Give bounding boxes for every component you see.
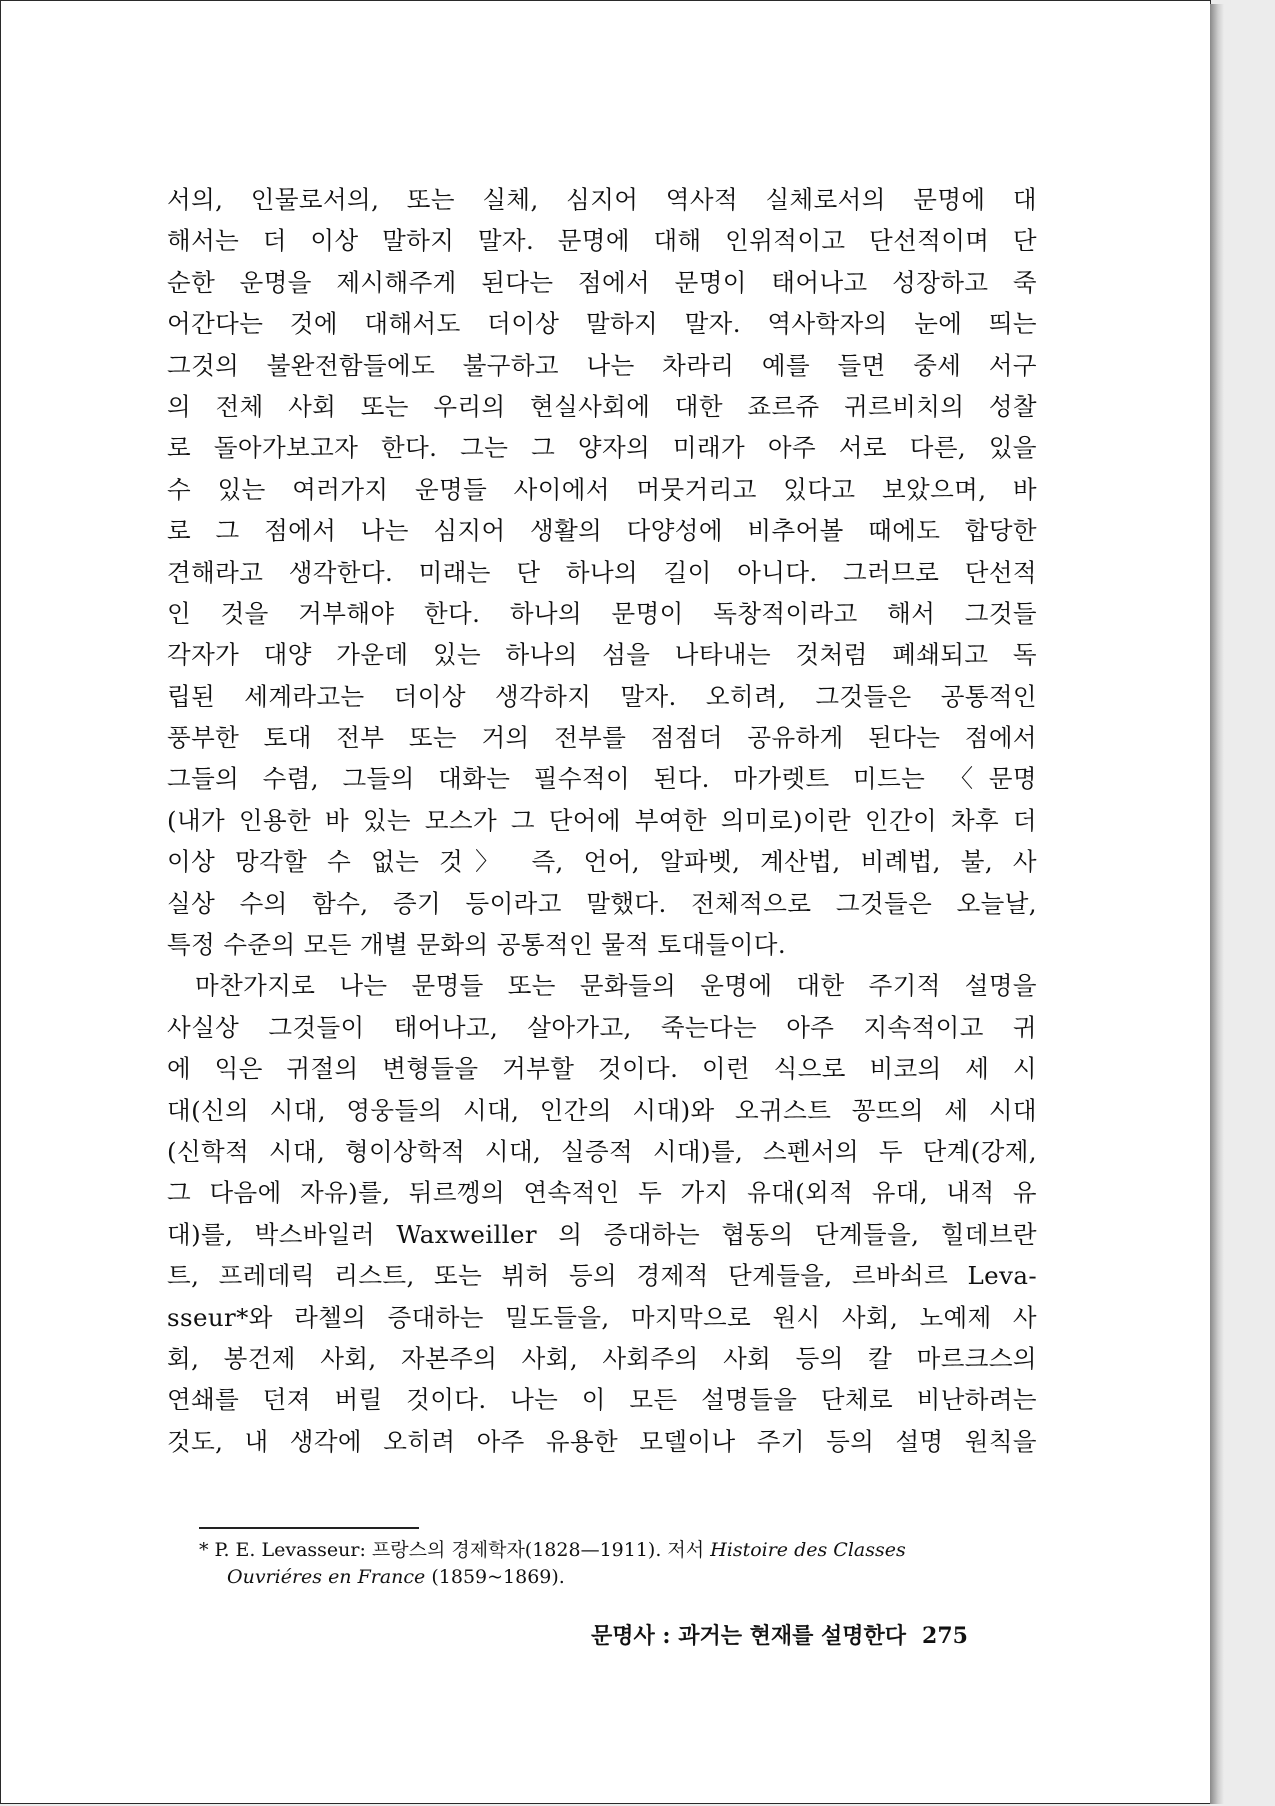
text-line: 이상 망각할 수 없는 것〉 즉, 언어, 알파벳, 계산법, 비례법, 불, 사 [167, 847, 1037, 877]
text-line: 것도, 내 생각에 오히려 아주 유용한 모델이나 주기 등의 설명 원칙을 [167, 1426, 1037, 1456]
footnote-marker: * [199, 1539, 209, 1561]
text-line: 사실상 그것들이 태어나고, 살아가고, 죽는다는 아주 지속적이고 귀 [167, 1012, 1037, 1042]
text-line: 그 다음에 자유)를, 뒤르껭의 연속적인 두 가지 유대(외적 유대, 내적 유 [167, 1178, 1037, 1208]
text-line: (신학적 시대, 형이상학적 시대, 실증적 시대)를, 스펜서의 두 단계(강제, [167, 1136, 1037, 1166]
paragraph-end-line: 특정 수준의 모든 개별 문화의 공통적인 물적 토대들이다. [167, 930, 787, 960]
text-line: 그것의 불완전함들에도 불구하고 나는 차라리 예를 들면 중세 서구 [167, 350, 1037, 380]
text-line: 회, 봉건제 사회, 자본주의 사회, 사회주의 사회 등의 칼 마르크스의 [167, 1343, 1037, 1373]
footnote-book-title: Histoire des Classes [710, 1539, 906, 1561]
text-line: 서의, 인물로서의, 또는 실체, 심지어 역사적 실체로서의 문명에 대 [167, 185, 1037, 214]
text-line: 수 있는 여러가지 운명들 사이에서 머뭇거리고 있다고 보았으며, 바 [167, 474, 1037, 504]
text-line: 어간다는 것에 대해서도 더이상 말하지 말자. 역사학자의 눈에 띄는 [167, 309, 1037, 339]
text-line: (내가 인용한 바 있는 모스가 그 단어에 부여한 의미로)이란 인간이 차후 더 [167, 805, 1037, 835]
text-line: 해서는 더 이상 말하지 말자. 문명에 대해 인위적이고 단선적이며 단 [167, 226, 1037, 256]
text-line: 풍부한 토대 전부 또는 거의 전부를 점점더 공유하게 된다는 점에서 [167, 723, 1037, 753]
text-line: 인 것을 거부해야 한다. 하나의 문명이 독창적이라고 해서 그것들 [167, 598, 1037, 628]
text-line: 대(신의 시대, 영웅들의 시대, 인간의 시대)와 오귀스트 꽁뜨의 세 시대 [167, 1095, 1037, 1125]
text-line: 대)를, 박스바일러 Waxweiller 의 증대하는 협동의 단계들을, 힐데브란 [167, 1219, 1037, 1249]
running-footer [591, 1621, 1011, 1651]
body-text [167, 179, 1037, 1462]
text-line: sseur*와 라첼의 증대하는 밀도들을, 마지막으로 원시 사회, 노예제 사 [167, 1302, 1037, 1332]
text-line: 로 돌아가보고자 한다. 그는 그 양자의 미래가 아주 서로 다른, 있을 [167, 433, 1037, 463]
footnote-line-2 [199, 1564, 1019, 1591]
text-line: 립된 세계라고는 더이상 생각하지 말자. 오히려, 그것들은 공통적인 [167, 681, 1037, 711]
footnote-rule [199, 1527, 419, 1529]
footnote-line-1 [199, 1537, 1019, 1564]
page-edge-shadow [1210, 4, 1224, 1804]
text-line: 순한 운명을 제시해주게 된다는 점에서 문명이 태어나고 성장하고 죽 [167, 267, 1037, 297]
text-line: 로 그 점에서 나는 심지어 생활의 다양성에 비추어볼 때에도 합당한 [167, 516, 1037, 546]
text-line: 에 익은 귀절의 변형들을 거부할 것이다. 이런 식으로 비코의 세 시 [167, 1054, 1037, 1084]
footnote-book-title-cont: Ouvriéres en France [227, 1566, 426, 1588]
text-line: 의 전체 사회 또는 우리의 현실사회에 대한 죠르쥬 귀르비치의 성찰 [167, 391, 1037, 421]
footnote-dates: (1859~1869). [425, 1566, 565, 1588]
text-line: 실상 수의 함수, 증기 등이라고 말했다. 전체적으로 그것들은 오늘날, [167, 888, 1037, 918]
text-line: 트, 프레데릭 리스트, 또는 뷔허 등의 경제적 단계들을, 르바쇠르 Leva- [167, 1261, 1037, 1291]
page-number: 275 [922, 1623, 968, 1649]
paragraph-start-line: 마찬가지로 나는 문명들 또는 문화들의 운명에 대한 주기적 설명을 [195, 971, 1037, 1001]
text-line: 각자가 대양 가운데 있는 하나의 섬을 나타내는 것처럼 폐쇄되고 독 [167, 640, 1037, 670]
text-line: 연쇄를 던져 버릴 것이다. 나는 이 모든 설명들을 단체로 비난하려는 [167, 1385, 1037, 1415]
text-line: 견해라고 생각한다. 미래는 단 하나의 길이 아니다. 그러므로 단선적 [167, 557, 1037, 587]
footnote-text: P. E. Levasseur: 프랑스의 경제학자(1828—1911). 저서 [214, 1539, 711, 1561]
footnote [199, 1537, 1019, 1591]
running-footer-title: 문명사 : 과거는 현재를 설명한다 [591, 1623, 907, 1649]
text-line: 그들의 수렴, 그들의 대화는 필수적이 된다. 마가렛트 미드는 〈문명 [167, 764, 1037, 794]
